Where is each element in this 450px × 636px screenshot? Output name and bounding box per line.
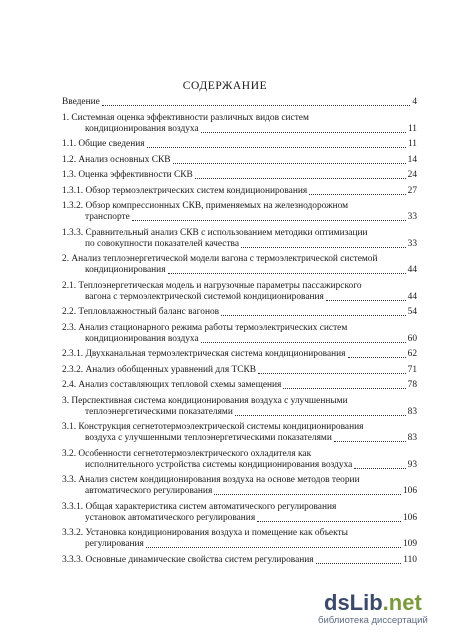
toc-entry-title: Анализ составляющих тепловой схемы замещения bbox=[78, 380, 282, 390]
dot-leader bbox=[348, 357, 406, 358]
dot-leader bbox=[235, 415, 406, 416]
toc-entry bbox=[62, 422, 417, 444]
toc-entry-number: 1.3. bbox=[62, 170, 77, 180]
dot-leader bbox=[241, 247, 406, 248]
toc-entry-title: транспорте bbox=[85, 212, 130, 222]
toc-entry-title: кондиционирования воздуха bbox=[85, 333, 199, 344]
toc-entry-page: 110 bbox=[403, 554, 417, 565]
toc-entry-page: 109 bbox=[402, 539, 417, 549]
toc-entry-page: 62 bbox=[407, 349, 417, 359]
toc-entry-page: 11 bbox=[407, 139, 417, 149]
toc-entry-page: 83 bbox=[407, 406, 417, 417]
toc-entry-title: Введение bbox=[62, 97, 100, 107]
toc-entry-title: Перспективная система кондиционирования воздуха с улучшенными bbox=[71, 395, 348, 406]
toc-entry bbox=[62, 201, 417, 223]
dot-leader bbox=[326, 300, 406, 301]
toc-entry-page: 14 bbox=[407, 154, 417, 165]
toc-entry-number: 3.3. bbox=[62, 475, 77, 485]
toc-entry-page: 93 bbox=[407, 459, 417, 470]
toc-entry-title: по совокупности показателей качества bbox=[85, 238, 240, 249]
toc-entry-page: 33 bbox=[407, 238, 417, 249]
toc-entry-number: 1.1. bbox=[62, 139, 77, 149]
dot-leader bbox=[173, 163, 406, 164]
page-title: СОДЕРЖАНИЕ bbox=[182, 80, 268, 92]
watermark-logo: dsLib.net bbox=[324, 590, 422, 615]
watermark bbox=[318, 590, 448, 630]
toc-entry bbox=[62, 97, 417, 108]
toc-entry-title: кондиционирования воздуха bbox=[85, 123, 199, 134]
toc-entry bbox=[62, 307, 417, 318]
toc-entry bbox=[62, 170, 417, 181]
toc-entry-title: Двухканальная термоэлектрическая система кондиционирования bbox=[85, 349, 346, 359]
toc-entry bbox=[62, 323, 417, 345]
toc-entry-title: Общие сведения bbox=[78, 139, 145, 149]
dot-leader bbox=[257, 521, 401, 522]
dot-leader bbox=[146, 547, 401, 548]
toc-entry-title: установок автоматического регулирования bbox=[85, 512, 256, 523]
toc-entry bbox=[62, 281, 417, 303]
dot-leader bbox=[214, 494, 401, 495]
toc-entry-title: Анализ стационарного режима работы термоэлектрических систем bbox=[78, 322, 348, 333]
dot-leader bbox=[102, 105, 411, 106]
watermark-subtitle: библиотека диссертаций bbox=[318, 615, 428, 626]
toc-entry-title: регулирования bbox=[85, 539, 144, 549]
toc-entry-page: 33 bbox=[407, 212, 417, 222]
toc-entry-page: 44 bbox=[407, 291, 417, 302]
dot-leader bbox=[147, 147, 406, 148]
toc-entry bbox=[62, 365, 417, 376]
toc-entry-number: 3.2. bbox=[62, 448, 77, 459]
dot-leader bbox=[258, 373, 406, 374]
dot-leader bbox=[334, 441, 406, 442]
toc-entry-number: 3.3.3. bbox=[62, 554, 84, 565]
toc-entry-number: 2.3.1. bbox=[62, 349, 84, 359]
toc-entry-title: Анализ обобщенных уравнений для ТСКВ bbox=[85, 364, 256, 375]
toc-entry-page: 27 bbox=[407, 185, 417, 196]
toc-entry-page: 78 bbox=[407, 380, 417, 390]
toc-entry-title: теплоэнергетическими показателями bbox=[85, 406, 233, 417]
toc-entry bbox=[62, 380, 417, 391]
toc-entry-title: Анализ систем кондиционирования воздуха на основе методов теории bbox=[78, 475, 360, 485]
toc-entry-page: 106 bbox=[402, 512, 417, 523]
dot-leader bbox=[354, 468, 405, 469]
dot-leader bbox=[201, 132, 406, 133]
dot-leader bbox=[283, 388, 405, 389]
toc-entry-number: 2.4. bbox=[62, 380, 77, 390]
toc-entry bbox=[62, 349, 417, 360]
toc-entry-title: воздуха с улучшенными теплоэнергетическими показателями bbox=[85, 433, 332, 443]
toc-entry-number: 3.3.1. bbox=[62, 501, 84, 512]
toc-entry-title: Обзор компрессионных СКВ, применяемых на железнодорожном bbox=[85, 201, 349, 211]
toc-entry-number: 1.3.3. bbox=[62, 227, 84, 238]
toc-entry-number: 2.1. bbox=[62, 280, 77, 291]
toc-entry bbox=[62, 228, 417, 250]
table-of-contents bbox=[62, 97, 417, 570]
toc-entry-title: Сравнительный анализ СКВ с использованием методики оптимизации bbox=[85, 227, 368, 238]
toc-entry-title: автоматического регулирования bbox=[85, 486, 213, 496]
toc-entry bbox=[62, 502, 417, 524]
toc-entry-number: 2.3. bbox=[62, 322, 77, 333]
toc-entry bbox=[62, 475, 417, 497]
toc-entry-title: Установка кондиционирования воздуха и помещение как объекты bbox=[85, 528, 348, 538]
toc-entry-number: 1.3.1. bbox=[62, 185, 84, 196]
toc-entry-number: 2. bbox=[62, 254, 70, 264]
toc-entry-number: 1. bbox=[62, 112, 70, 123]
toc-entry-title: Теплоэнергетическая модель и нагрузочные параметры пассажирского bbox=[78, 280, 362, 291]
dot-leader bbox=[309, 194, 405, 195]
dot-leader bbox=[132, 220, 406, 221]
toc-entry bbox=[62, 186, 417, 197]
toc-entry-title: Особенности сегнетотермоэлектрического охладителя как bbox=[78, 448, 312, 459]
dot-leader bbox=[195, 178, 406, 179]
toc-entry-title: кондиционирования bbox=[85, 265, 166, 275]
toc-entry-page: 24 bbox=[407, 170, 417, 180]
dot-leader bbox=[221, 315, 406, 316]
toc-entry bbox=[62, 254, 417, 276]
dot-leader bbox=[168, 273, 406, 274]
toc-entry-page: 11 bbox=[407, 123, 417, 134]
toc-entry bbox=[62, 113, 417, 135]
toc-entry-title: Анализ теплоэнергетической модели вагона с термоэлектрической системой bbox=[71, 254, 378, 264]
toc-entry-title: исполнительного устройства системы кондиционирования воздуха bbox=[85, 459, 353, 470]
toc-entry bbox=[62, 396, 417, 418]
toc-entry-page: 44 bbox=[407, 265, 417, 275]
toc-entry-page: 83 bbox=[407, 433, 417, 443]
toc-entry bbox=[62, 139, 417, 150]
toc-entry-title: Анализ основных СКВ bbox=[78, 154, 171, 165]
toc-entry bbox=[62, 449, 417, 471]
toc-entry-title: Основные динамические свойства систем регулирования bbox=[85, 554, 314, 565]
dot-leader bbox=[316, 563, 402, 564]
toc-entry-page: 106 bbox=[402, 486, 417, 496]
toc-entry-number: 1.2. bbox=[62, 154, 77, 165]
toc-entry-page: 71 bbox=[407, 364, 417, 375]
toc-entry-number: 3.1. bbox=[62, 422, 77, 432]
toc-entry-number: 2.3.2. bbox=[62, 364, 84, 375]
toc-entry-title: Обзор термоэлектрических систем кондиционирования bbox=[85, 185, 308, 196]
toc-entry-number: 3.3.2. bbox=[62, 528, 84, 538]
toc-entry-page: 60 bbox=[407, 333, 417, 344]
toc-entry-title: Системная оценка эффективности различных видов систем bbox=[71, 112, 309, 123]
toc-entry-title: Оценка эффективности СКВ bbox=[78, 170, 193, 180]
dot-leader bbox=[201, 342, 406, 343]
toc-entry-title: вагона с термоэлектрической системой кондиционирования bbox=[85, 291, 324, 302]
toc-entry-number: 1.3.2. bbox=[62, 201, 84, 211]
toc-entry bbox=[62, 555, 417, 566]
toc-entry-title: Общая характеристика систем автоматического регулирования bbox=[85, 501, 337, 512]
toc-entry-title: Тепловлажностный баланс вагонов bbox=[78, 307, 220, 317]
toc-entry bbox=[62, 155, 417, 166]
toc-entry-page: 54 bbox=[407, 307, 417, 317]
toc-entry-title: Конструкция сегнетотермоэлектрической системы кондиционирования bbox=[78, 422, 364, 432]
toc-entry-number: 2.2. bbox=[62, 307, 77, 317]
toc-entry bbox=[62, 528, 417, 550]
toc-entry-page: 4 bbox=[412, 97, 417, 107]
toc-entry-number: 3. bbox=[62, 395, 70, 406]
